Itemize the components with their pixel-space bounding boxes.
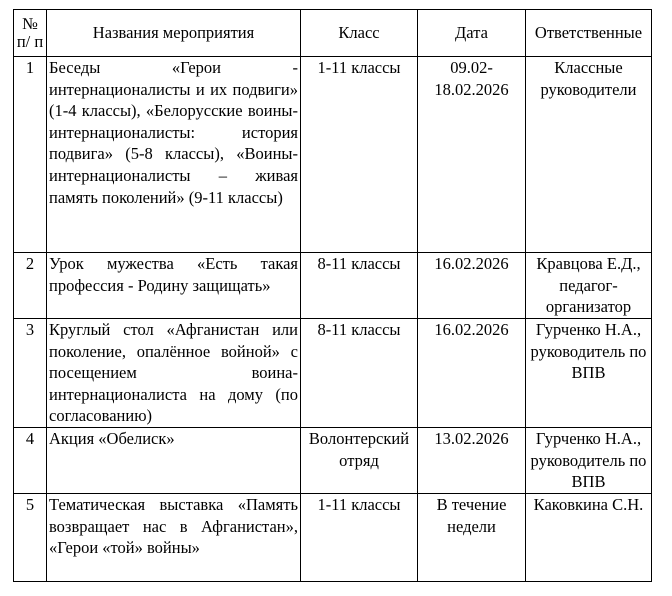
- row-responsible: Гурченко Н.А., руководитель по ВПВ: [526, 428, 652, 494]
- row-class: 1-11 классы: [301, 57, 418, 253]
- table-row: [14, 57, 652, 253]
- row-date: В течение недели: [418, 494, 526, 582]
- header-date: Дата: [418, 10, 526, 57]
- table-row: [14, 428, 652, 494]
- events-table: [13, 9, 652, 582]
- row-event-name: Тематическая выставка «Память возвращает нас в Афганистан», «Герои «той» войны»: [47, 494, 301, 582]
- row-num: 1: [14, 57, 47, 253]
- header-class: Класс: [301, 10, 418, 57]
- table-row: [14, 253, 652, 319]
- row-event-name: Круглый стол «Афганистан или поколение, опалённое войной» с посещением воина-интернационалиста на дому (по согласованию): [47, 319, 301, 428]
- header-name: Названия мероприятия: [47, 10, 301, 57]
- row-date: 13.02.2026: [418, 428, 526, 494]
- row-class: Волонтерский отряд: [301, 428, 418, 494]
- row-responsible: Каковкина С.Н.: [526, 494, 652, 582]
- row-class: 8-11 классы: [301, 319, 418, 428]
- row-responsible: Кравцова Е.Д., педагог-организатор: [526, 253, 652, 319]
- row-date: 16.02.2026: [418, 319, 526, 428]
- row-responsible: Гурченко Н.А., руководитель по ВПВ: [526, 319, 652, 428]
- row-num: 5: [14, 494, 47, 582]
- table-row: [14, 494, 652, 582]
- row-num: 3: [14, 319, 47, 428]
- table-header-row: [14, 10, 652, 57]
- row-num: 2: [14, 253, 47, 319]
- row-responsible: Классные руководители: [526, 57, 652, 253]
- row-event-name: Беседы «Герои - интернационалисты и их подвиги» (1-4 классы), «Белорусские воины-интернационалисты: история подвига» (5-8 классы), «Воины-интернационалисты – живая память поколений» (9-11 классы): [47, 57, 301, 253]
- row-event-name: Акция «Обелиск»: [47, 428, 301, 494]
- row-date: 09.02-18.02.2026: [418, 57, 526, 253]
- row-num: 4: [14, 428, 47, 494]
- row-date: 16.02.2026: [418, 253, 526, 319]
- header-num: № п/ п: [14, 10, 47, 57]
- row-class: 1-11 классы: [301, 494, 418, 582]
- table-row: [14, 319, 652, 428]
- row-class: 8-11 классы: [301, 253, 418, 319]
- row-event-name: Урок мужества «Есть такая профессия - Родину защищать»: [47, 253, 301, 319]
- header-responsible: Ответственные: [526, 10, 652, 57]
